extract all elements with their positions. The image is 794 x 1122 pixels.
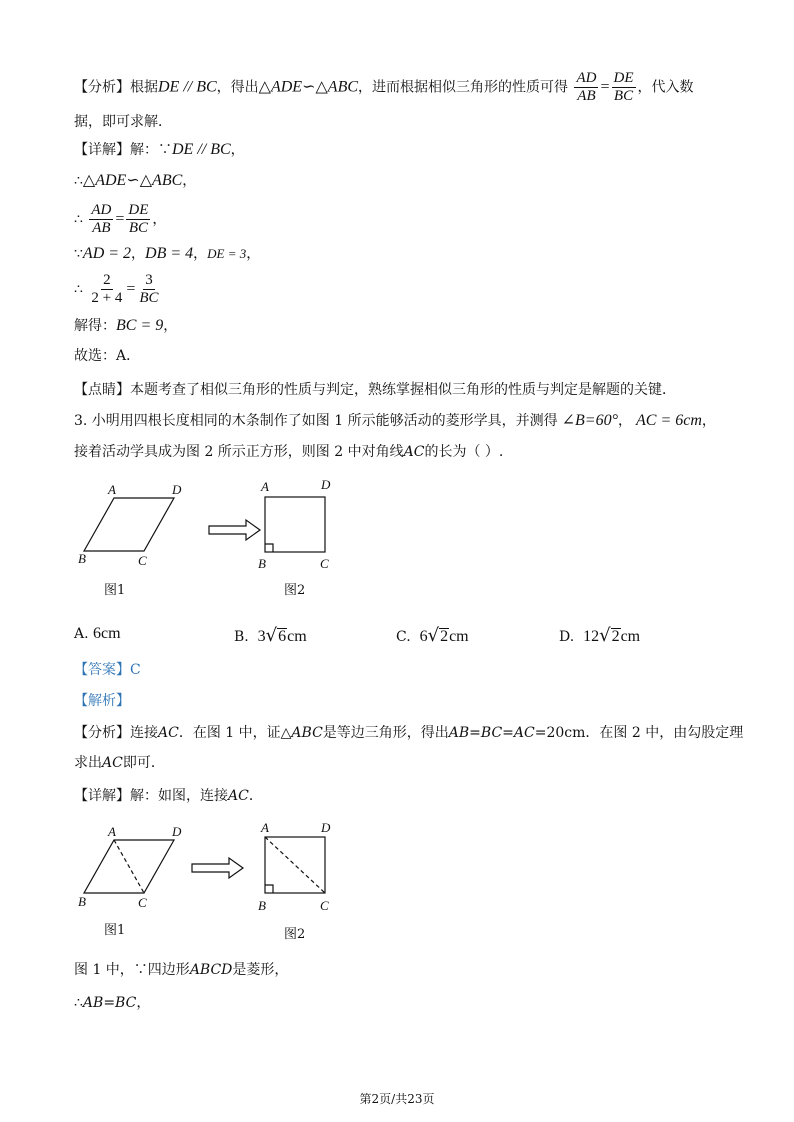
fig1-statement: 图 1 中，∵四边形ABCD是菱形， — [74, 962, 289, 978]
square-shape — [265, 837, 325, 893]
label-a: A — [108, 824, 116, 839]
label-c: C — [320, 556, 329, 571]
comment-line: 【点睛】本题考查了相似三角形的性质与判定，熟练掌握相似三角形的性质与判定是解题的关键． — [74, 382, 676, 398]
fraction-de-bc: $\frac{DE}{BC}$ — [613, 70, 634, 104]
caption-fig1: 图1 — [104, 583, 126, 598]
solve-line: 解得：BC = 9， — [74, 317, 178, 334]
detail-line: 【详解】解：∵DE // BC， — [74, 141, 245, 158]
arrow-shape — [192, 858, 243, 878]
figure-rhombus-to-square — [74, 478, 364, 603]
therefore-line-1: ∴△ADE∽△ABC， — [74, 172, 197, 189]
figure-with-diagonals — [74, 820, 364, 948]
fraction-2-over-2plus4: $\frac{2}{2 + 4}$ — [91, 272, 123, 306]
therefore-line-3: ∴ $\frac{2}{2 + 4}$ = $\frac{3}{BC}$ — [74, 272, 159, 306]
fraction-de-bc: $\frac{DE}{BC}$ — [128, 202, 149, 236]
label-a: A — [261, 479, 269, 494]
option-c[interactable]: C. 6√2cm — [396, 625, 469, 646]
caption-fig1: 图1 — [104, 923, 126, 938]
right-angle-mark — [265, 885, 273, 893]
math-expr: DE // BC — [158, 78, 217, 96]
label-b: B — [258, 898, 266, 913]
label-c: C — [138, 553, 147, 568]
option-d[interactable]: D. 12√2cm — [559, 625, 641, 646]
analysis-title: 【解析】 — [74, 693, 130, 709]
equals: = — [600, 78, 610, 96]
caption-fig2: 图2 — [284, 927, 306, 942]
option-b[interactable]: B. 3√6cm — [234, 625, 307, 646]
therefore-line-2: ∴ $\frac{AD}{AB}$ = $\frac{DE}{BC}$ ， — [74, 202, 167, 236]
label-a: A — [261, 820, 269, 835]
analysis-line-1 — [74, 70, 694, 105]
text: ，代入数 — [637, 79, 694, 96]
label-b: B — [78, 551, 86, 566]
diagonal-ac — [265, 837, 325, 893]
fraction-3-over-bc: $\frac{3}{BC}$ — [139, 272, 159, 306]
label-c: C — [138, 895, 147, 910]
question-3-line-2: 接着活动学具成为图 2 所示正方形，则图 2 中对角线AC的长为（ ）. — [74, 444, 504, 460]
page-footer: 第2页/共23页 — [359, 1092, 435, 1106]
question-3-line-1: 3. 小明用四根长度相同的木条制作了如图 1 所示能够活动的菱形学具，并测得 ∠B=60°， AC = 6cm， — [74, 412, 716, 429]
arrow-shape — [209, 520, 260, 540]
because-line: ∵AD = 2，DB = 4，DE = 3， — [74, 245, 261, 262]
label-c: C — [320, 898, 329, 913]
label-d: D — [172, 482, 182, 497]
label-a: A — [108, 482, 116, 497]
option-a[interactable]: A. 6cm — [74, 625, 121, 642]
analysis-3-line-1: 【分析】连接AC．在图 1 中，证△ABC是等边三角形，得出AB=BC=AC=20cm．在图 2 中，由勾股定理 — [74, 725, 744, 741]
label-b: B — [78, 894, 86, 909]
detail-3-line: 【详解】解：如图，连接AC． — [74, 788, 263, 804]
analysis-line-2: 据，即可求解． — [74, 114, 172, 130]
fraction-ad-ab: $\frac{AD}{AB}$ — [576, 70, 597, 104]
therefore-ab-bc: ∴AB=BC， — [74, 995, 151, 1011]
answer-line: 【答案】C — [74, 662, 141, 678]
label-d: D — [172, 824, 182, 839]
label-b: B — [258, 556, 266, 571]
text: ，进而根据相似三角形的性质可得 — [358, 79, 569, 96]
fraction-ad-ab: $\frac{AD}{AB}$ — [91, 202, 112, 236]
label-d: D — [321, 478, 331, 492]
label-d: D — [321, 820, 331, 835]
text: ，得出 — [216, 79, 259, 96]
square-shape — [265, 497, 325, 552]
analysis-3-line-2: 求出AC即可． — [74, 755, 165, 771]
text: 【分析】根据 — [74, 79, 158, 96]
caption-fig2: 图2 — [284, 583, 306, 598]
right-angle-mark — [265, 544, 273, 552]
rhombus-shape — [84, 498, 174, 551]
choose-line: 故选：A． — [74, 348, 141, 364]
math-expr: △ADE∽△ABC — [258, 78, 359, 96]
diagonal-ac — [114, 840, 144, 893]
